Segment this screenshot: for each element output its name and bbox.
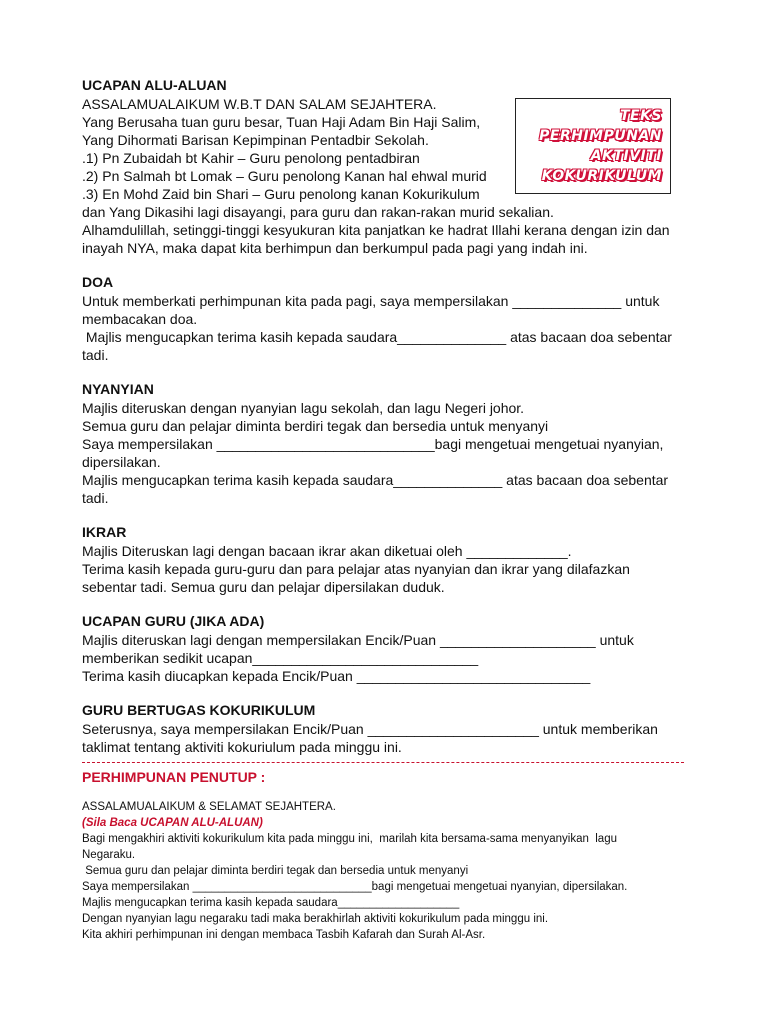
section-guru-bertugas (82, 701, 682, 756)
text-line: Alhamdulillah, setinggi-tinggi kesyukuran kita panjatkan ke hadrat Illahi kerana dengan izin dan (82, 222, 670, 238)
section-ikrar (82, 523, 682, 596)
text-line: membacakan doa. (82, 311, 198, 327)
section-heading: NYANYIAN (82, 381, 154, 397)
section-heading: IKRAR (82, 524, 127, 540)
text-line: taklimat tentang aktiviti kokuriulum pada minggu ini. (82, 739, 402, 755)
callout-line: PERHIMPUNAN (539, 128, 662, 144)
text-line: memberikan sedikit ucapan_____________________________ (82, 650, 479, 666)
text-line: sebentar tadi. Semua guru dan pelajar dipersilakan duduk. (82, 579, 445, 595)
text-line: Dengan nyanyian lagu negaraku tadi maka berakhirlah aktiviti kokurikulum pada minggu ini. (82, 913, 549, 925)
callout-line: TEKS (619, 108, 662, 124)
text-line: Terima kasih kepada guru-guru dan para pelajar atas nyanyian dan ikrar yang dilafazkan (82, 561, 630, 577)
section-nyanyian (82, 380, 682, 507)
text-line: dan Yang Dikasihi lagi disayangi, para guru dan rakan-rakan murid sekalian. (82, 204, 554, 220)
text-line: .3) En Mohd Zaid bin Shari – Guru penolong kanan Kokurikulum (82, 186, 480, 202)
text-line: Terima kasih diucapkan kepada Encik/Puan ______________________________ (82, 668, 591, 684)
text-line: Majlis Diteruskan lagi dengan bacaan ikrar akan diketuai oleh _____________. (82, 543, 572, 559)
callout-line: AKTIVITI (590, 148, 662, 164)
section-heading: GURU BERTUGAS KOKURIKULUM (82, 702, 316, 718)
callout-line: KOKURIKULUM (541, 168, 662, 184)
text-line: Saya mempersilakan ____________________________bagi mengetuai mengetuai nyanyian, dipersilakan. (82, 881, 628, 893)
section-divider (82, 762, 684, 763)
section-heading: UCAPAN ALU-ALUAN (82, 77, 227, 93)
text-line: .1) Pn Zubaidah bt Kahir – Guru penolong pentadbiran (82, 150, 420, 166)
text-line: Yang Berusaha tuan guru besar, Tuan Haji Adam Bin Haji Salim, (82, 114, 481, 130)
text-line: Kita akhiri perhimpunan ini dengan membaca Tasbih Kafarah dan Surah Al-Asr. (82, 929, 486, 941)
text-line: Negaraku. (82, 849, 136, 861)
section-doa (82, 273, 682, 364)
text-line: Seterusnya, saya mempersilakan Encik/Puan ______________________ untuk memberikan (82, 721, 658, 737)
text-line: tadi. (82, 490, 109, 506)
text-line: Majlis mengucapkan terima kasih kepada saudara______________ atas bacaan doa sebentar (82, 472, 669, 488)
text-line: Semua guru dan pelajar diminta berdiri tegak dan bersedia untuk menyanyi (82, 865, 469, 877)
text-line: tadi. (82, 347, 109, 363)
text-line: Majlis mengucapkan terima kasih kepada saudara______________ atas bacaan doa sebentar (82, 329, 672, 345)
text-line: ASSALAMUALAIKUM W.B.T DAN SALAM SEJAHTERA. (82, 96, 437, 112)
text-line: Majlis diteruskan lagi dengan mempersilakan Encik/Puan ____________________ untuk (82, 632, 634, 648)
section-heading: DOA (82, 274, 114, 290)
section-alu-aluan (82, 76, 682, 257)
text-line: Bagi mengakhiri aktiviti kokurikulum kita pada minggu ini, marilah kita bersama-sama menyanyikan lagu (82, 833, 617, 845)
text-line: .2) Pn Salmah bt Lomak – Guru penolong Kanan hal ehwal murid (82, 168, 487, 184)
text-line: inayah NYA, maka dapat kita berhimpun dan berkumpul pada pagi yang indah ini. (82, 240, 588, 256)
penutup-note: (Sila Baca UCAPAN ALU-ALUAN) (82, 817, 263, 829)
text-line: Saya mempersilakan ____________________________bagi mengetuai mengetuai nyanyian, (82, 436, 664, 452)
section-penutup (82, 768, 722, 943)
text-line: Majlis diteruskan dengan nyanyian lagu sekolah, dan lagu Negeri johor. (82, 400, 525, 416)
document-body (82, 76, 682, 756)
text-line: Yang Dihormati Barisan Kepimpinan Pentadbir Sekolah. (82, 132, 429, 148)
text-line: Majlis mengucapkan terima kasih kepada saudara___________________ (82, 897, 460, 909)
text-line: dipersilakan. (82, 454, 161, 470)
text-line: Untuk memberkati perhimpunan kita pada pagi, saya mempersilakan ______________ untuk (82, 293, 660, 309)
section-ucapan-guru (82, 612, 682, 685)
penutup-heading: PERHIMPUNAN PENUTUP : (82, 769, 266, 785)
section-heading: UCAPAN GURU (JIKA ADA) (82, 613, 265, 629)
penutup-greeting: ASSALAMUALAIKUM & SELAMAT SEJAHTERA. (82, 801, 336, 813)
text-line: Semua guru dan pelajar diminta berdiri tegak dan bersedia untuk menyanyi (82, 418, 549, 434)
